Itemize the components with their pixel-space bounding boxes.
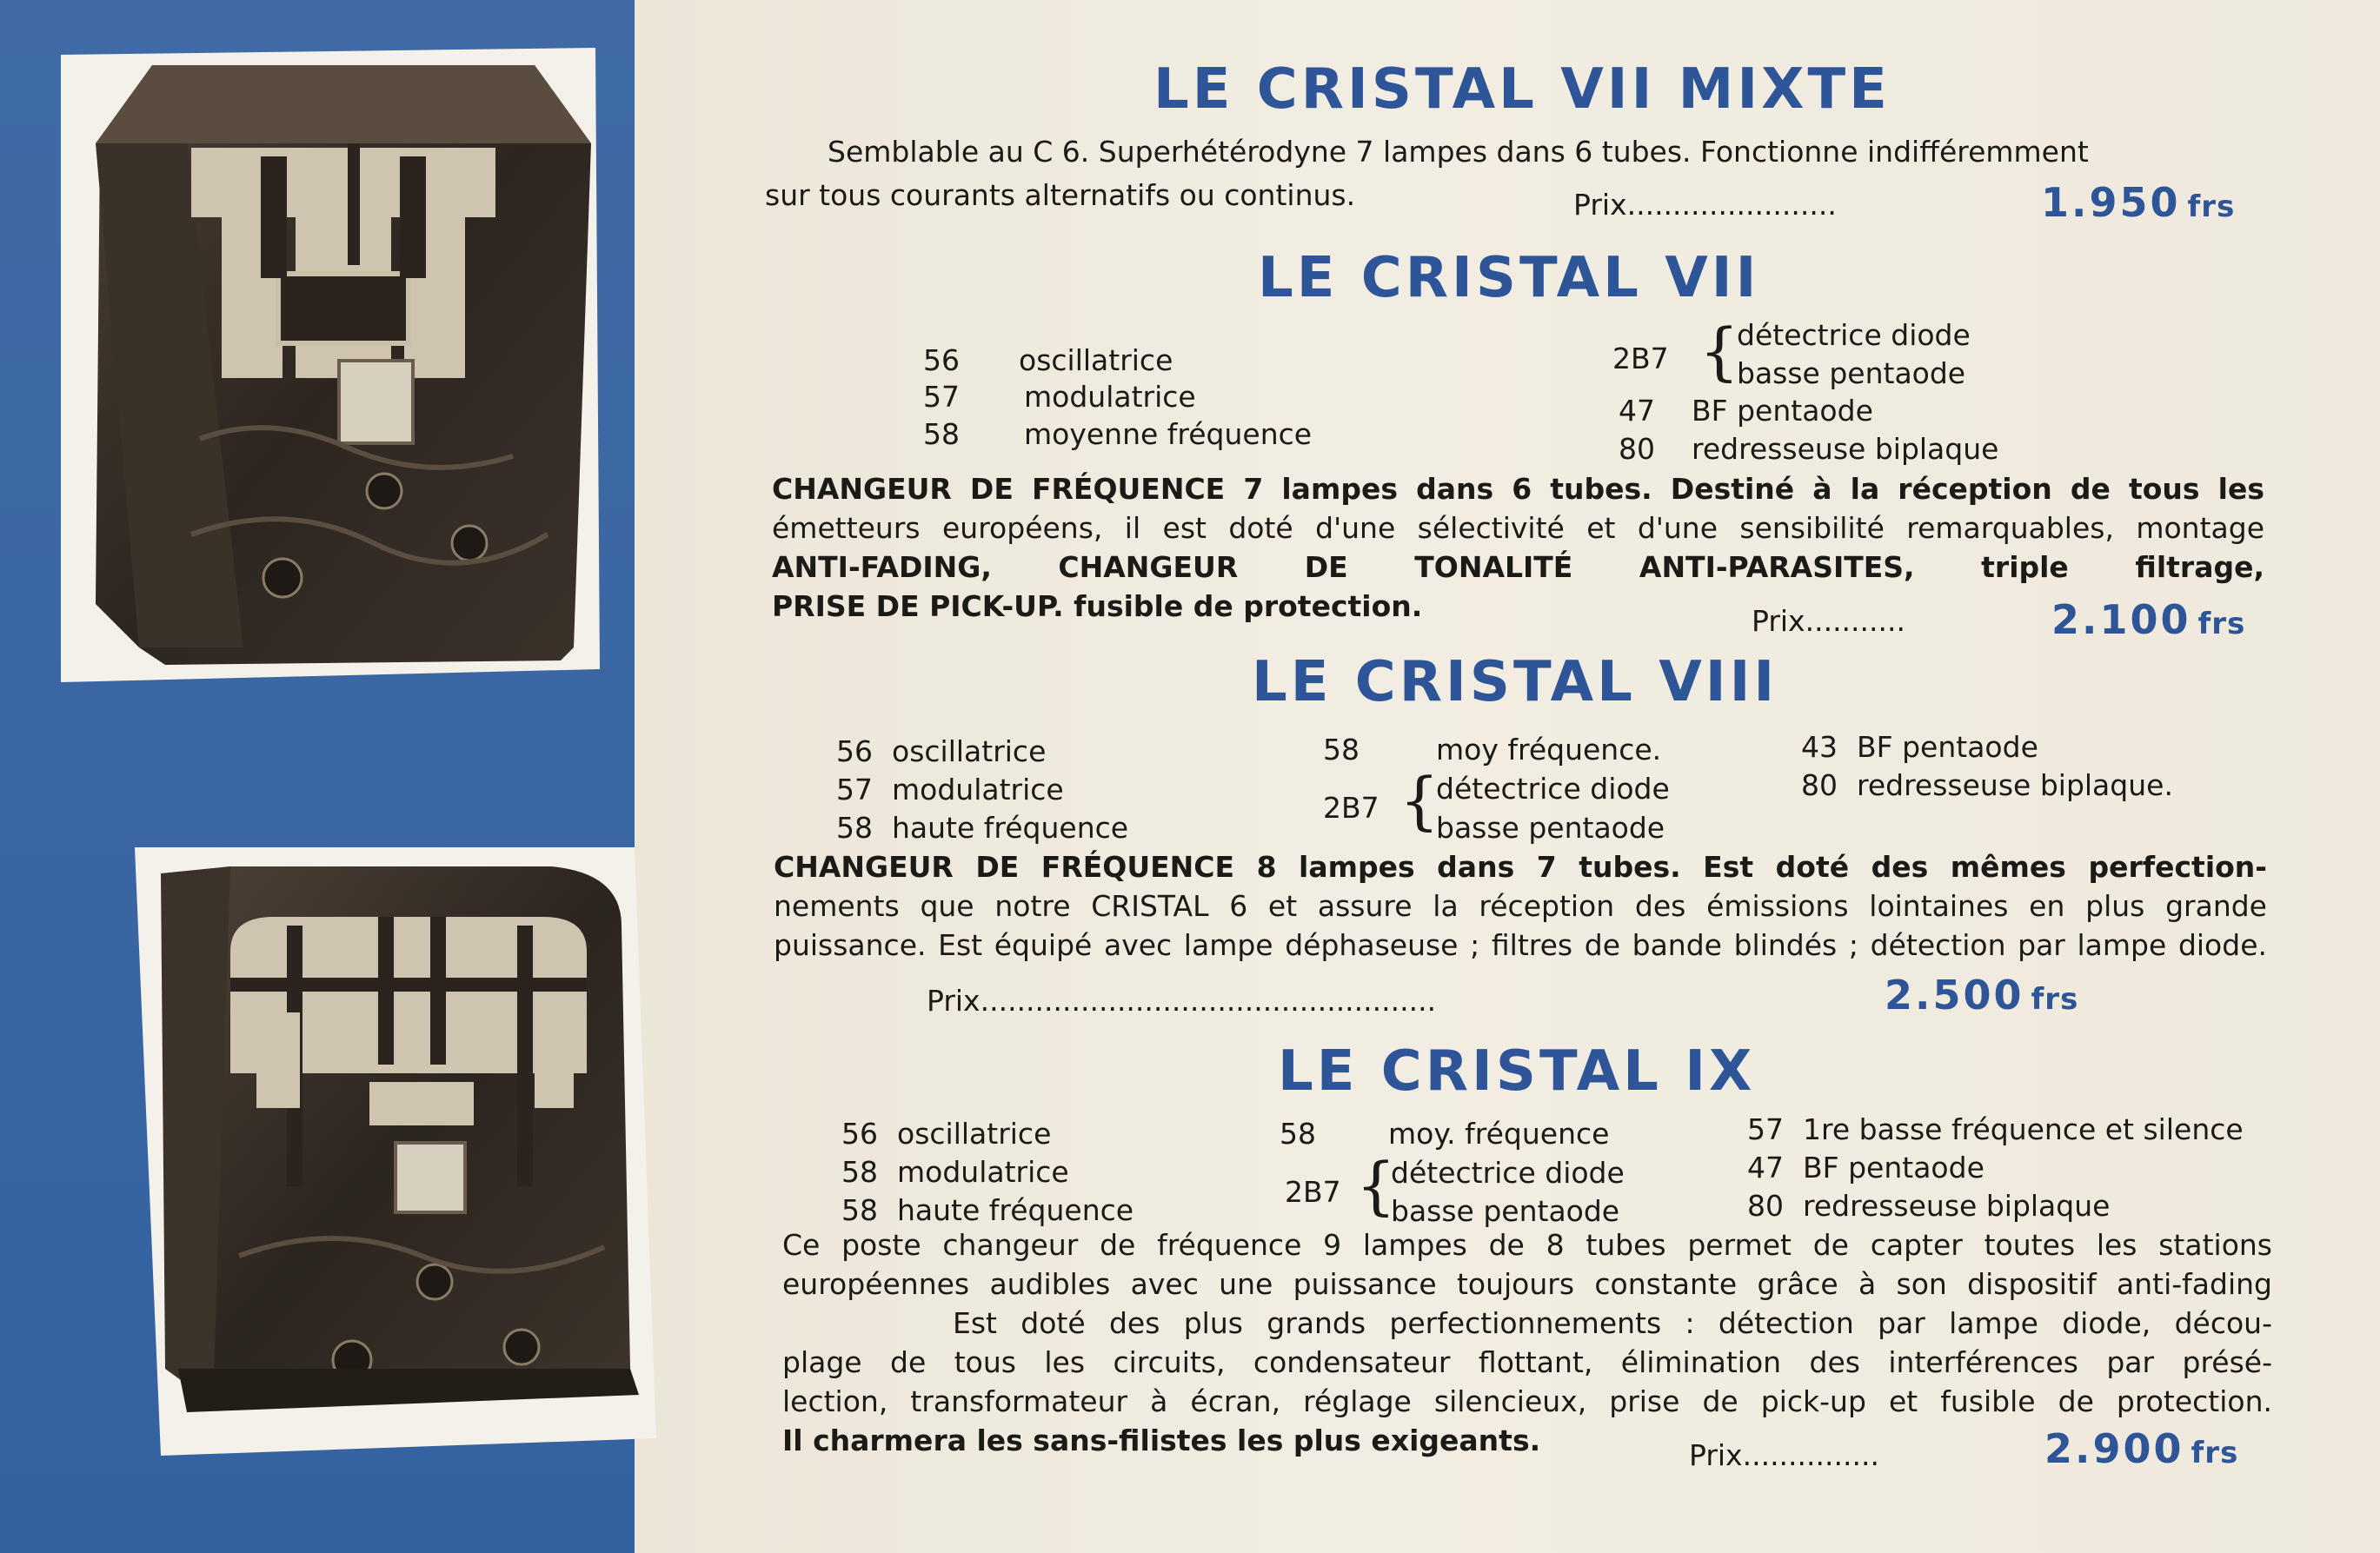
tube-entry: 58 haute fréquence bbox=[836, 811, 1129, 845]
price-value: 2.500 frs bbox=[1885, 972, 2079, 1019]
description-line: Semblable au C 6. Superhétérodyne 7 lampes dans 6 tubes. Fonctionne indifféremment bbox=[828, 135, 2089, 169]
section-title: LE CRISTAL VII bbox=[1258, 246, 1760, 310]
description-line: PRISE DE PICK-UP. fusible de protection. bbox=[772, 589, 1423, 623]
tube-entry: 80 redresseuse biplaque. bbox=[1801, 768, 2173, 802]
tube-entry: 58 moy. fréquence bbox=[1280, 1117, 1610, 1151]
radio-photo-cristal-viii bbox=[135, 847, 656, 1456]
tube-entry: 57 modulatrice bbox=[836, 773, 1064, 806]
tube-2b7-function: basse pentaode bbox=[1391, 1194, 1620, 1228]
tube-2b7-function: détectrice diode bbox=[1436, 772, 1670, 806]
tube-entry: 43 BF pentaode bbox=[1801, 730, 2038, 764]
description-line: sur tous courants alternatifs ou continus. bbox=[765, 178, 1356, 212]
tube-2b7-function: détectrice diode bbox=[1391, 1156, 1625, 1190]
brace-icon: { bbox=[1356, 1149, 1396, 1222]
section-title: LE CRISTAL VIII bbox=[1252, 650, 1778, 714]
tube-entry: 58 modulatrice bbox=[841, 1155, 1069, 1189]
section-title: LE CRISTAL VII MIXTE bbox=[1153, 57, 1891, 122]
description-block: Ce poste changeur de fréquence 9 lampes de 8 tubes permet de capter toutes les stations européennes audibles avec une puissance toujours constante grâce à son dispositif anti-fading Est doté des plus grands perfectionnements : détection par lampe diode, décou- plage de tous les circuits, condensateur flottant, élimination des interférences par présé- lection, transformateur à écran, réglage silencieux, prise de pick-up et fusible de protection. bbox=[782, 1228, 2272, 1418]
tube-2b7-number: 2B7 bbox=[1285, 1175, 1341, 1209]
price-label: Prix.................................................. bbox=[927, 984, 1437, 1018]
section-title: LE CRISTAL IX bbox=[1278, 1039, 1756, 1104]
tube-2b7-function: détectrice diode bbox=[1737, 318, 1971, 352]
price-value: 2.900 frs bbox=[2044, 1425, 2239, 1472]
tube-entry: 58 haute fréquence bbox=[841, 1193, 1134, 1227]
brace-icon: { bbox=[1399, 764, 1439, 837]
price-label: Prix........... bbox=[1752, 604, 1905, 638]
tube-entry: 47 BF pentaode bbox=[1619, 394, 1873, 428]
tube-entry: 80 redresseuse biplaque bbox=[1747, 1189, 2111, 1223]
tube-entry: 80 redresseuse biplaque bbox=[1619, 432, 1999, 466]
tube-entry: 58 moyenne fréquence bbox=[923, 417, 1313, 451]
radio-photo-cristal-vii bbox=[61, 48, 600, 682]
tube-entry: 56 oscillatrice bbox=[923, 343, 1173, 377]
price-label: Prix....................... bbox=[1573, 188, 1837, 222]
description-line: Il charmera les sans-filistes les plus exigeants. bbox=[782, 1424, 1541, 1457]
tube-entry: 57 modulatrice bbox=[923, 380, 1196, 414]
tube-entry: 57 1re basse fréquence et silence bbox=[1747, 1112, 2244, 1146]
tube-2b7-number: 2B7 bbox=[1323, 791, 1379, 825]
description-block: CHANGEUR DE FRÉQUENCE 7 lampes dans 6 tubes. Destiné à la réception de tous les émetteurs européens, il est doté d'une sélectivité et d'une sensibilité remarquables, montage ANTI-FADING, CHANGEUR DE TONALITÉ ANTI-PARASITES, triple filtrage, bbox=[772, 472, 2264, 584]
price-value: 2.100 frs bbox=[2051, 596, 2246, 643]
brace-icon: { bbox=[1699, 315, 1739, 388]
tube-2b7-function: basse pentaode bbox=[1436, 811, 1665, 845]
tube-2b7-function: basse pentaode bbox=[1737, 356, 1966, 390]
price-label: Prix............... bbox=[1689, 1438, 1879, 1472]
tube-entry: 47 BF pentaode bbox=[1747, 1151, 1984, 1185]
tube-entry: 56 oscillatrice bbox=[841, 1117, 1052, 1151]
description-block: CHANGEUR DE FRÉQUENCE 8 lampes dans 7 tubes. Est doté des mêmes perfection- nements que notre CRISTAL 6 et assure la réception des émissions lointaines en plus grande puissance. Est équipé avec lampe déphaseuse ; filtres de bande blindés ; détection par lampe diode. bbox=[774, 850, 2267, 962]
tube-2b7-number: 2B7 bbox=[1612, 342, 1669, 375]
tube-entry: 58 moy fréquence. bbox=[1323, 733, 1662, 767]
price-value: 1.950 frs bbox=[2041, 179, 2236, 226]
tube-entry: 56 oscillatrice bbox=[836, 734, 1047, 768]
